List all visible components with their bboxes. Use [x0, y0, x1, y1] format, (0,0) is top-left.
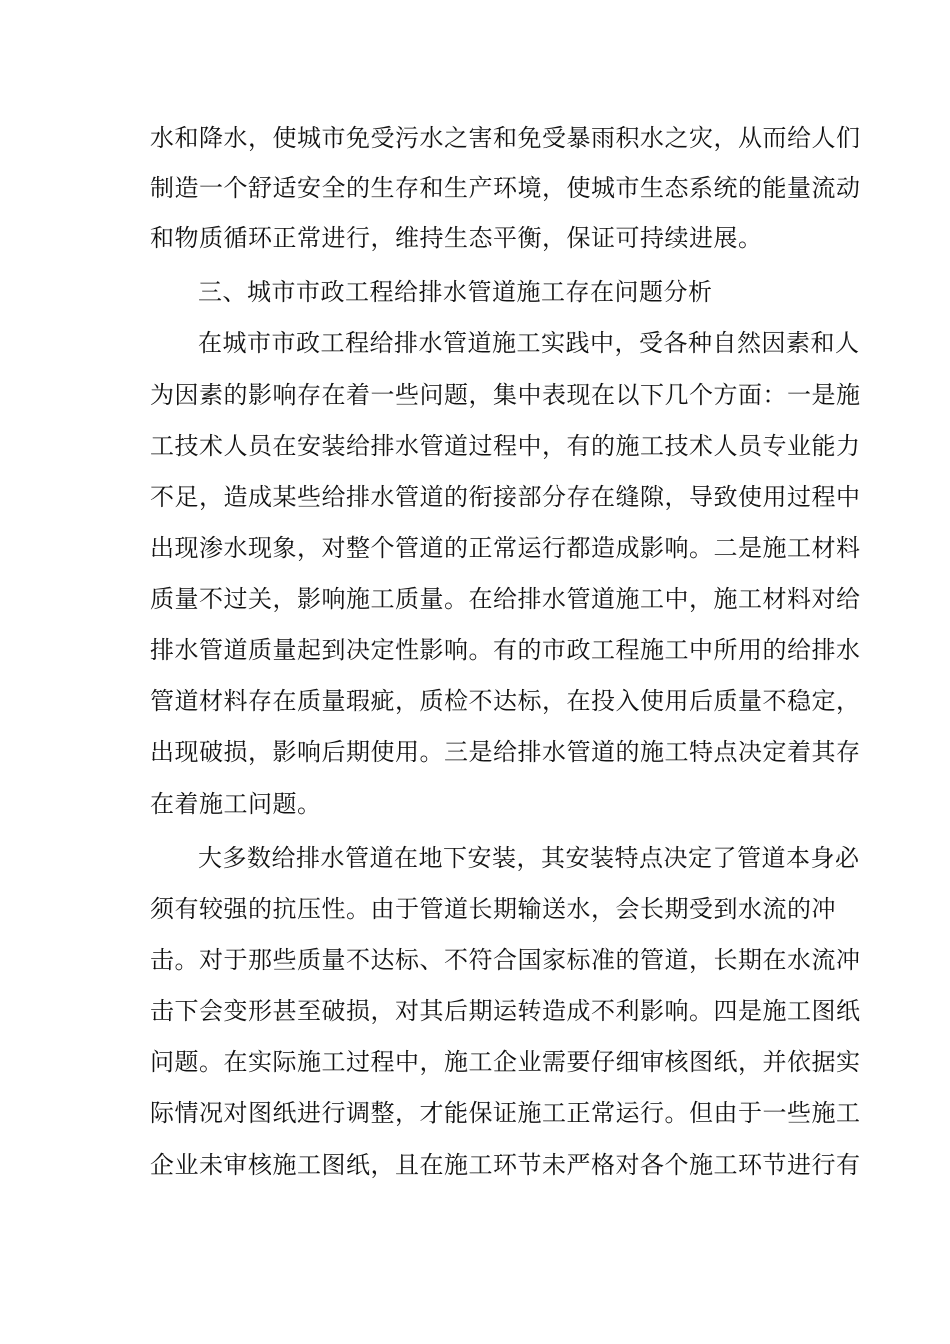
paragraph-3-line-7: 企业未审核施工图纸，且在施工环节未严格对各个施工环节进行有	[150, 1151, 861, 1179]
paragraph-2-line-6: 质量不过关，影响施工质量。在给排水管道施工中，施工材料对给	[150, 585, 861, 613]
paragraph-3-line-5: 问题。在实际施工过程中，施工企业需要仔细审核图纸，并依据实	[150, 1048, 861, 1076]
paragraph-1-line-2: 制造一个舒适安全的生存和生产环境，使城市生态系统的能量流动	[150, 174, 861, 202]
paragraph-3-line-1: 大多数给排水管道在地下安装，其安装特点决定了管道本身必	[198, 844, 860, 872]
paragraph-2-line-4: 不足，造成某些给排水管道的衔接部分存在缝隙，导致使用过程中	[150, 483, 861, 511]
paragraph-2-line-7: 排水管道质量起到决定性影响。有的市政工程施工中所用的给排水	[150, 636, 861, 664]
paragraph-2-line-5: 出现渗水现象，对整个管道的正常运行都造成影响。二是施工材料	[150, 534, 861, 562]
paragraph-3-line-3: 击。对于那些质量不达标、不符合国家标准的管道，长期在水流冲	[150, 946, 861, 974]
paragraph-3-line-2: 须有较强的抗压性。由于管道长期输送水，会长期受到水流的冲	[150, 895, 836, 923]
paragraph-1-line-1: 水和降水，使城市免受污水之害和免受暴雨积水之灾，从而给人们	[150, 124, 861, 152]
paragraph-2-line-2: 为因素的影响存在着一些问题，集中表现在以下几个方面：一是施	[150, 381, 861, 409]
paragraph-2-line-1: 在城市市政工程给排水管道施工实践中，受各种自然因素和人	[198, 329, 860, 357]
section-heading: 三、城市市政工程给排水管道施工存在问题分析	[198, 278, 713, 306]
paragraph-2-line-9: 出现破损，影响后期使用。三是给排水管道的施工特点决定着其存	[150, 738, 861, 766]
paragraph-3-line-6: 际情况对图纸进行调整，才能保证施工正常运行。但由于一些施工	[150, 1099, 861, 1127]
paragraph-2-line-10: 在着施工问题。	[150, 790, 322, 818]
paragraph-2-line-3: 工技术人员在安装给排水管道过程中，有的施工技术人员专业能力	[150, 432, 861, 460]
paragraph-2-line-8: 管道材料存在质量瑕疵，质检不达标，在投入使用后质量不稳定，	[150, 687, 861, 715]
paragraph-3-line-4: 击下会变形甚至破损，对其后期运转造成不利影响。四是施工图纸	[150, 997, 861, 1025]
paragraph-1-line-3: 和物质循环正常进行，维持生态平衡，保证可持续进展。	[150, 224, 763, 252]
